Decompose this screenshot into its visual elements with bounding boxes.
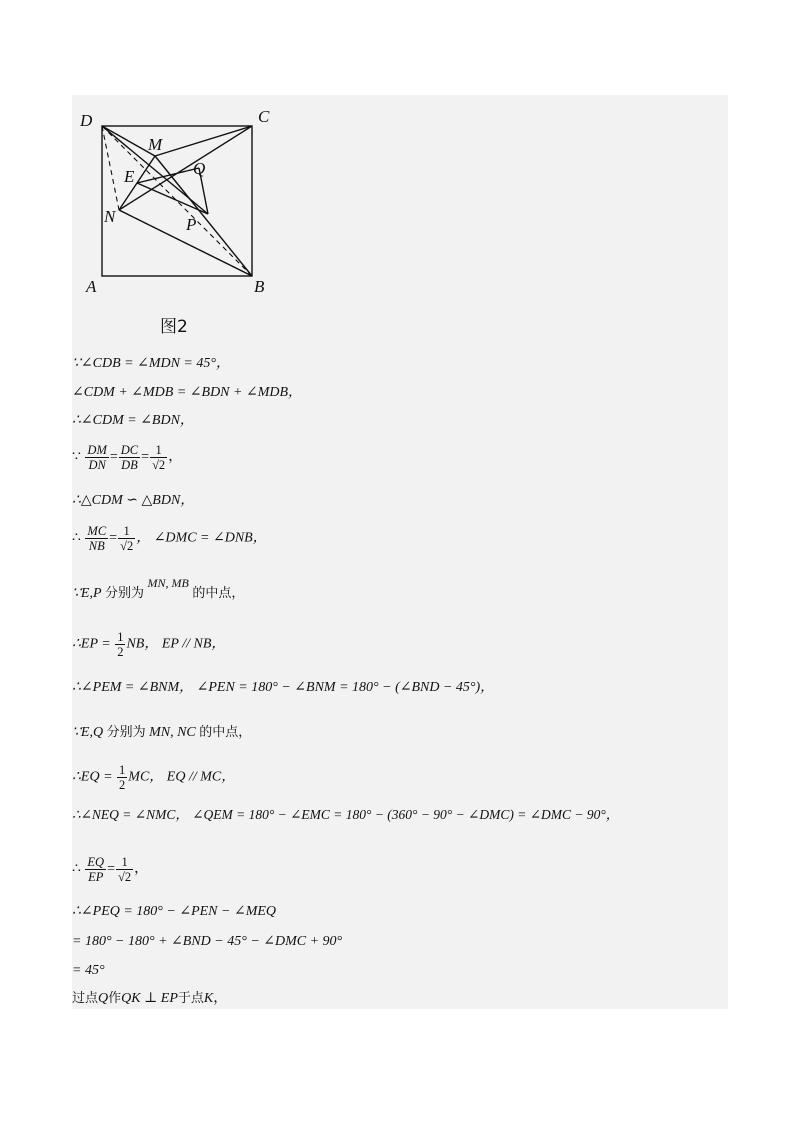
line-text: 分别为 xyxy=(106,725,146,740)
label-a: A xyxy=(86,277,97,296)
square-diagram xyxy=(72,100,292,300)
line-text: = 45° xyxy=(72,963,105,978)
proof-line-5 xyxy=(72,492,194,510)
line-text: = 180° − 180° + ∠BND − 45° − ∠DMC + 90° xyxy=(72,934,343,949)
label-q: Q xyxy=(193,159,206,178)
label-n: N xyxy=(104,207,116,226)
punctuation: ， xyxy=(134,861,149,877)
therefore-symbol: ∴ xyxy=(72,530,81,546)
denominator: √2 xyxy=(118,870,132,884)
line-text: MC， EQ // MC， xyxy=(128,769,236,785)
fraction xyxy=(85,443,108,472)
denominator: 2 xyxy=(117,645,124,659)
proof-line-7 xyxy=(72,576,245,603)
line-text: ∴EP = xyxy=(72,636,111,652)
fraction xyxy=(116,855,133,884)
numerator: MC xyxy=(87,524,107,538)
line-text: 的中点， xyxy=(199,725,252,740)
proof-line-6: ∴ $\frac{MC}{NB}$ = $\frac{1}{√2}$ ， ∠DMC = ∠DNB， xyxy=(72,524,267,553)
fraction xyxy=(85,855,106,884)
fraction xyxy=(118,524,135,553)
line-text: ∴∠CDM = ∠BDN， xyxy=(72,413,194,428)
label-e: E xyxy=(124,167,135,186)
fraction xyxy=(85,524,108,553)
label-b: B xyxy=(254,277,265,296)
fraction xyxy=(117,763,127,792)
numerator: 1 xyxy=(117,630,124,644)
line-text: 的中点， xyxy=(192,586,245,601)
proof-line-17 xyxy=(72,990,227,1008)
line-text: ∵E,P xyxy=(72,586,102,601)
math-vars: MN, NC xyxy=(149,725,196,740)
numerator: 1 xyxy=(150,443,167,458)
line-text: 分别为 xyxy=(105,586,145,601)
label-p: P xyxy=(186,215,197,234)
denominator: 2 xyxy=(119,778,126,792)
proof-line-1 xyxy=(72,355,230,373)
denominator: DN xyxy=(88,458,106,472)
math-vars: MN, MB xyxy=(147,576,189,590)
proof-line-16 xyxy=(72,962,105,980)
punctuation: ， xyxy=(168,449,183,465)
denominator: NB xyxy=(88,539,105,553)
line-text: NB， EP // NB， xyxy=(126,636,226,652)
proof-line-10 xyxy=(72,724,251,742)
math-expression: QK ⊥ EP xyxy=(121,991,178,1006)
numerator: 1 xyxy=(119,763,126,777)
fraction xyxy=(115,630,125,659)
therefore-symbol: ∴ xyxy=(72,861,81,877)
line-text: ∵E,Q xyxy=(72,725,104,740)
label-c: C xyxy=(258,107,270,126)
fraction xyxy=(150,443,167,472)
denominator: EP xyxy=(88,870,104,884)
label-d: D xyxy=(80,111,93,130)
label-m: M xyxy=(148,135,163,154)
line-text: ∴△CDM ∽ △BDN， xyxy=(72,493,195,508)
line-text: ∴∠NEQ = ∠NMC， ∠QEM = 180° − ∠EMC = 180° − (360° − 90° − ∠DMC) = ∠DMC − 90°， xyxy=(72,807,620,822)
proof-line-4: ∵ $\frac{DM}{DN}$ = $\frac{DC}{DB}$ = $\frac{1}{√2}$ ， xyxy=(72,443,183,472)
denominator: DB xyxy=(121,458,138,472)
proof-line-14 xyxy=(72,903,276,921)
proof-line-13: ∴ $\frac{EQ}{EP}$ = $\frac{1}{√2}$ ， xyxy=(72,855,149,884)
figure-caption: 图2 xyxy=(160,317,188,337)
proof-line-3 xyxy=(72,412,194,430)
line-text: 过点 xyxy=(72,991,99,1006)
proof-line-8 xyxy=(72,630,225,659)
line-text: ∴∠PEM = ∠BNM， ∠PEN = 180° − ∠BNM = 180° − (∠BND − 45°)， xyxy=(72,680,495,695)
line-text: ， ∠DMC = ∠DNB， xyxy=(136,530,267,546)
line-text: ∵∠CDB = ∠MDN = 45°， xyxy=(72,356,230,371)
numerator: 1 xyxy=(118,524,135,539)
math-var: K xyxy=(203,991,214,1006)
numerator: 1 xyxy=(116,855,133,870)
proof-line-15 xyxy=(72,933,342,951)
line-text: 作 xyxy=(108,991,122,1006)
therefore-symbol: ∵ xyxy=(72,449,81,465)
numerator: DM xyxy=(87,443,107,457)
numerator: DC xyxy=(120,443,139,457)
math-var: Q xyxy=(98,991,109,1006)
line-text: ∴∠PEQ = 180° − ∠PEN − ∠MEQ xyxy=(72,904,277,919)
proof-line-12 xyxy=(72,806,619,824)
line-text: ∴EQ = xyxy=(72,769,113,785)
punctuation: ， xyxy=(213,991,228,1006)
proof-line-11 xyxy=(72,763,235,792)
denominator: √2 xyxy=(152,458,166,472)
line-text: ∠CDM + ∠MDB = ∠BDN + ∠MDB， xyxy=(72,385,303,400)
denominator: √2 xyxy=(120,539,134,553)
numerator: EQ xyxy=(87,855,105,869)
proof-line-2 xyxy=(72,384,302,402)
proof-line-9 xyxy=(72,679,494,697)
fraction xyxy=(119,443,140,472)
geometry-figure xyxy=(72,100,292,300)
line-text: 于点 xyxy=(177,991,204,1006)
